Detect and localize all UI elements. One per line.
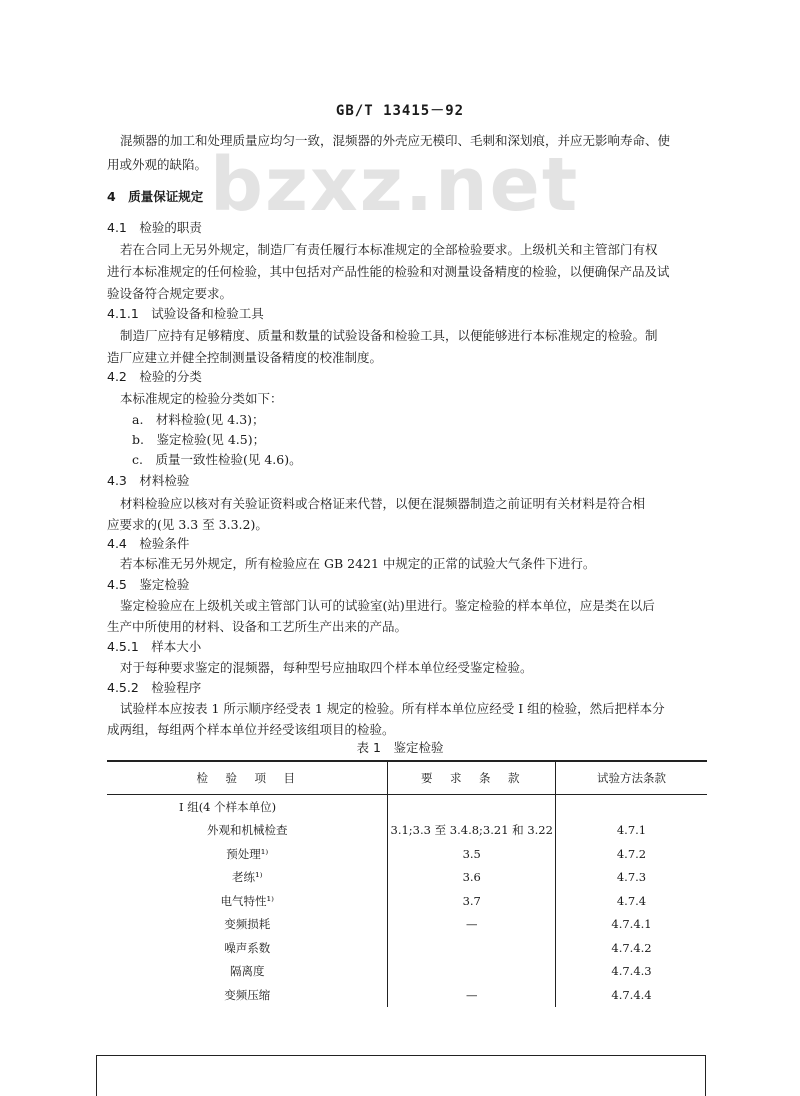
section-4-3-line2: 应要求的(见 3.3 至 3.3.2)。 — [107, 517, 268, 532]
table-header-row — [107, 761, 707, 795]
section-4-2-item-b: b. 鉴定检验(见 4.5)； — [132, 432, 266, 447]
para0-line2: 用或外观的缺陷。 — [107, 157, 208, 172]
table-cell: 隔离度 — [107, 960, 388, 984]
table-row — [107, 866, 707, 890]
section-4-5-line1: 鉴定检验应在上级机关或主管部门认可的试验室(站)里进行。鉴定检验的样本单位，应是类在以后 — [120, 598, 655, 613]
table-row — [107, 842, 707, 866]
table-row — [107, 913, 707, 937]
table-cell — [556, 795, 708, 819]
section-4-5-heading: 4.5 鉴定检验 — [107, 577, 190, 592]
section-4-5-1-heading: 4.5.1 样本大小 — [107, 639, 202, 654]
section-4-2-heading: 4.2 检验的分类 — [107, 369, 202, 384]
table-row — [107, 795, 707, 819]
table-cell — [388, 960, 556, 984]
table-cell: 4.7.3 — [616, 870, 647, 885]
section-4-heading: 4 质量保证规定 — [107, 189, 204, 204]
table-cell — [388, 795, 556, 819]
section-4-5-2-line1: 试验样本应按表 1 所示顺序经受表 1 规定的检验。所有样本单位应经受 I 组的检验，然后把样本分 — [120, 701, 665, 716]
table-cell: 预处理¹⁾ — [107, 842, 388, 866]
table-cell: 4.7.4.2 — [611, 940, 652, 955]
table-caption: 表 1 鉴定检验 — [356, 740, 444, 755]
table-cell: I 组(4 个样本单位) — [107, 795, 388, 819]
table-row — [107, 889, 707, 913]
table-cell: 4.7.4.4 — [611, 987, 652, 1002]
section-4-1-line2: 进行本标准规定的任何检验，其中包括对产品性能的检验和对测量设备精度的检验，以便确保产品及试 — [107, 264, 670, 279]
table-cell: — — [388, 983, 556, 1007]
section-4-5-line2: 生产中所使用的材料、设备和工艺所生产出来的产品。 — [107, 619, 408, 634]
section-4-3-heading: 4.3 材料检验 — [107, 473, 190, 488]
table-cell: 老练¹⁾ — [107, 866, 388, 890]
table-cell: 变频压缩 — [107, 983, 388, 1007]
table-cell: 3.5 — [388, 842, 556, 866]
table-row — [107, 983, 707, 1007]
standard-header: GB/T 13415－92 — [335, 103, 465, 119]
section-4-4-heading: 4.4 检验条件 — [107, 536, 190, 551]
qualification-inspection-table — [107, 760, 707, 1007]
section-4-2-item-a: a. 材料检验(见 4.3)； — [132, 412, 265, 427]
table-row — [107, 960, 707, 984]
section-4-2-intro: 本标准规定的检验分类如下： — [120, 391, 283, 406]
header-requirement-clause: 要 求 条 款 — [388, 761, 556, 795]
table-cell: 3.7 — [388, 889, 556, 913]
section-4-1-1-line2: 造厂应建立并健全控制测量设备精度的校准制度。 — [107, 350, 383, 365]
section-4-1-line1: 若在合同上无另外规定，制造厂有责任履行本标准规定的全部检验要求。上级机关和主管部门有权 — [120, 242, 658, 257]
table-cell: 噪声系数 — [107, 936, 388, 960]
section-4-5-1-line1: 对于每种要求鉴定的混频器，每种型号应抽取四个样本单位经受鉴定检验。 — [120, 660, 533, 675]
table-row — [107, 819, 707, 843]
table-cell: — — [388, 913, 556, 937]
table-cell: 4.7.4.3 — [611, 964, 652, 979]
section-4-1-1-line1: 制造厂应持有足够精度、质量和数量的试验设备和检验工具，以便能够进行本标准规定的检验。制 — [120, 328, 658, 343]
table-cell: 4.7.4 — [616, 893, 647, 908]
table-cell: 外观和机械检查 — [107, 819, 388, 843]
section-4-5-2-line2: 成两组，每组两个样本单位并经受该组项目的检验。 — [107, 722, 395, 737]
table-cell: 变频损耗 — [107, 913, 388, 937]
section-4-5-2-heading: 4.5.2 检验程序 — [107, 680, 202, 695]
table-cell: 4.7.4.1 — [611, 917, 652, 932]
watermark-logo: bzxz.net — [210, 142, 580, 228]
section-4-4-line1: 若本标准无另外规定，所有检验应在 GB 2421 中规定的正常的试验大气条件下进行。 — [120, 556, 596, 571]
table-cell: 4.7.2 — [616, 846, 647, 861]
bottom-frame — [96, 1055, 706, 1096]
section-4-1-line3: 验设备符合规定要求。 — [107, 286, 233, 301]
section-4-2-item-c: c. 质量一致性检验(见 4.6)。 — [132, 452, 302, 467]
section-4-1-1-heading: 4.1.1 试验设备和检验工具 — [107, 306, 264, 321]
header-inspection-item: 检 验 项 目 — [107, 761, 388, 795]
table-cell: 电气特性¹⁾ — [107, 889, 388, 913]
table-cell: 3.1;3.3 至 3.4.8;3.21 和 3.22 — [388, 819, 556, 843]
header-test-method-clause: 试验方法条款 — [556, 761, 708, 795]
section-4-1-heading: 4.1 检验的职责 — [107, 220, 202, 235]
section-4-3-line1: 材料检验应以核对有关验证资料或合格证来代替，以便在混频器制造之前证明有关材料是符合相 — [120, 496, 646, 511]
table-cell — [388, 936, 556, 960]
table-row — [107, 936, 707, 960]
para0-line1: 混频器的加工和处理质量应均匀一致，混频器的外壳应无模印、毛刺和深划痕，并应无影响寿命、使 — [120, 133, 671, 148]
table-cell: 3.6 — [388, 866, 556, 890]
table-cell: 4.7.1 — [616, 823, 647, 838]
